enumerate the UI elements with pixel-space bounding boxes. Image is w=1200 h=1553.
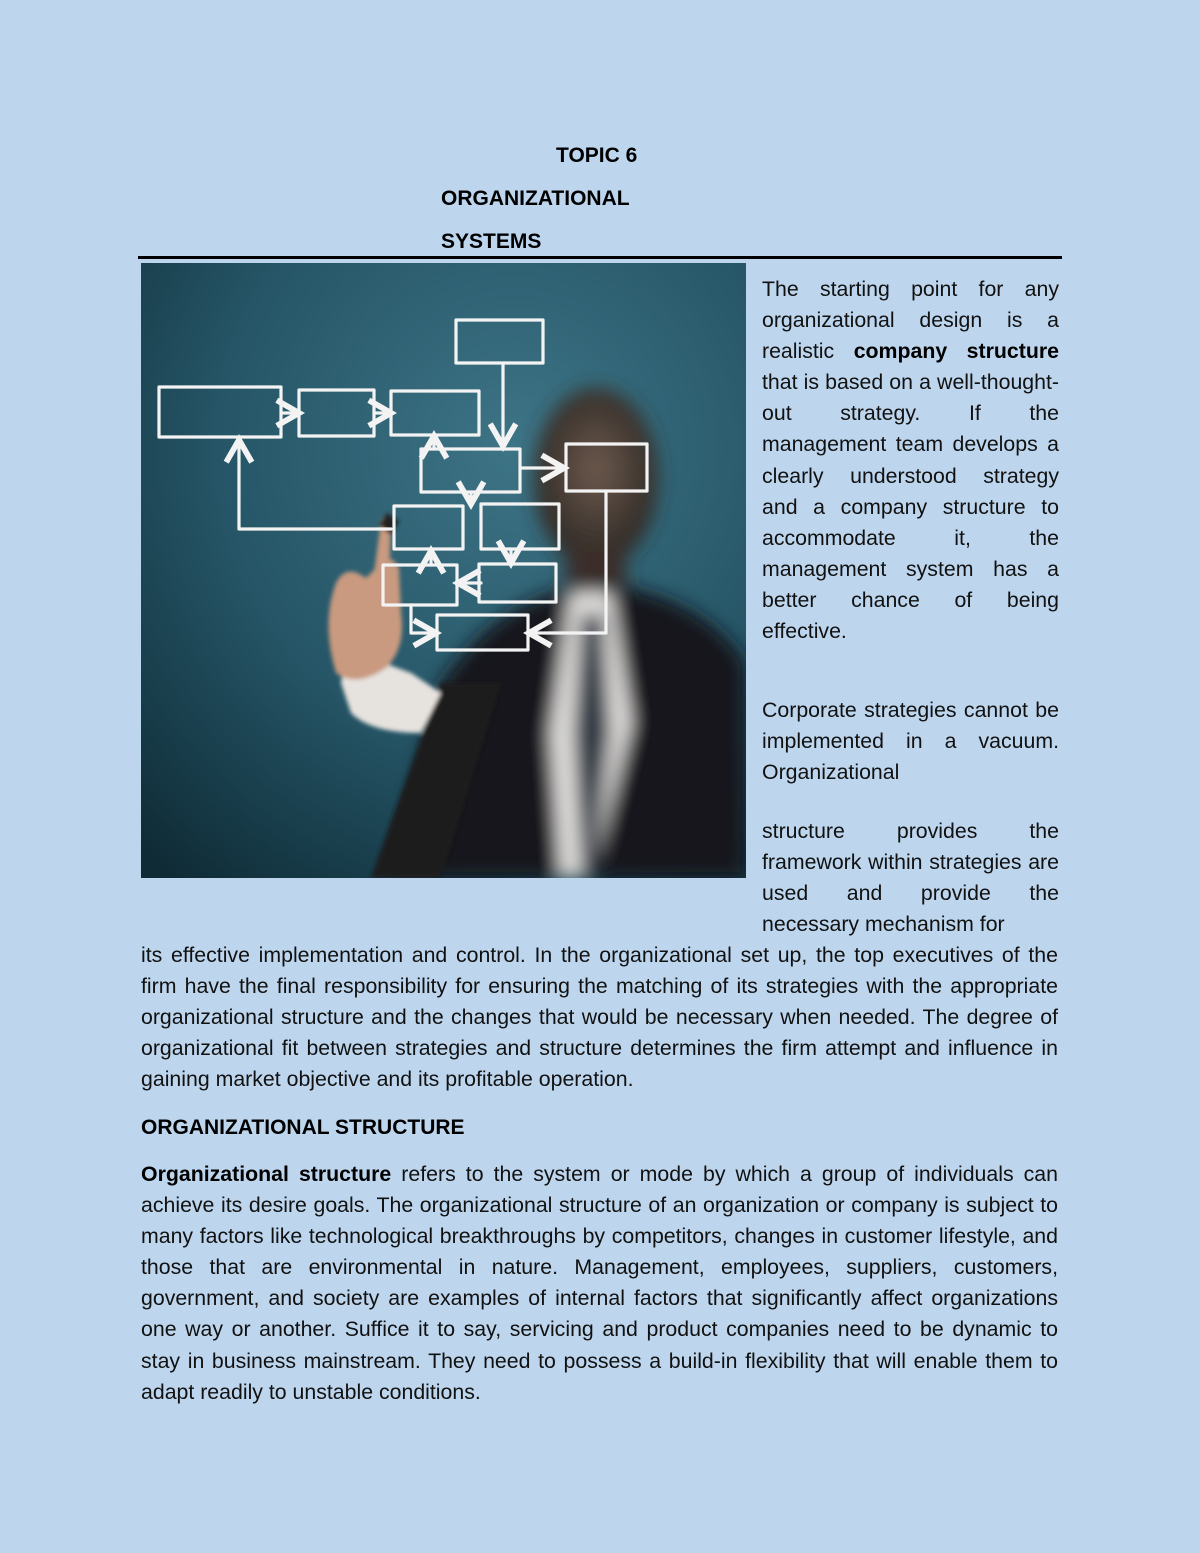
section-bold-term: Organizational structure [141, 1162, 392, 1186]
flowchart-drawing-icon [141, 263, 746, 878]
intro-paragraph-2a: Corporate strategies cannot be implemented in a vacuum. Organizational [762, 698, 1059, 785]
intro-paragraph-2-continued: its effective implementation and control. In the organizational set up, the top executives of the firm have the final responsibility for ensuring the matching of its strategies with the appropriate organizational structure and the changes that would be necessary when needed. The degree of organizational fit between strategies and structure determines the firm attempt and influence in gaining market objective and its profitable operation. [141, 943, 1058, 1092]
intro-paragraph-2b: structure provides the framework within strategies are used and provide the necessary mechanism for [762, 819, 1059, 937]
title-divider [138, 256, 1062, 259]
intro-rest: that is based on a well-thought- out strategy. If the management team develops a clearly understood strategy and a company structure to accommodate it, the management system has a better chance of being effective. [762, 370, 1059, 644]
flowchart-photo [141, 263, 746, 878]
section-heading: ORGANIZATIONAL STRUCTURE [141, 1116, 465, 1139]
page-title-line2: SYSTEMS [441, 230, 542, 253]
intro-bold-term: company structure [853, 339, 1059, 364]
intro-lead: The starting point for any organizational design is a realistic [762, 277, 1059, 364]
section-paragraph [141, 1159, 1058, 1408]
page-title-line1: ORGANIZATIONAL [441, 187, 630, 210]
topic-number: TOPIC 6 [556, 144, 638, 167]
section-body-text: refers to the system or mode by which a group of individuals can achieve its desire goals. The organizational structure of an organization or company is subject to many factors like technological breakthroughs by competitors, changes in customer lifestyle, and those that are environmental in nature. Management, employees, suppliers, customers, government, and society are examples of internal factors that significantly affect organizations one way or another. Suffice it to say, servicing and product companies need to be dynamic to stay in business mainstream. They need to possess a build-in flexibility that will enable them to adapt readily to unstable conditions. [141, 1162, 1058, 1404]
intro-paragraph-1 [762, 274, 1059, 647]
